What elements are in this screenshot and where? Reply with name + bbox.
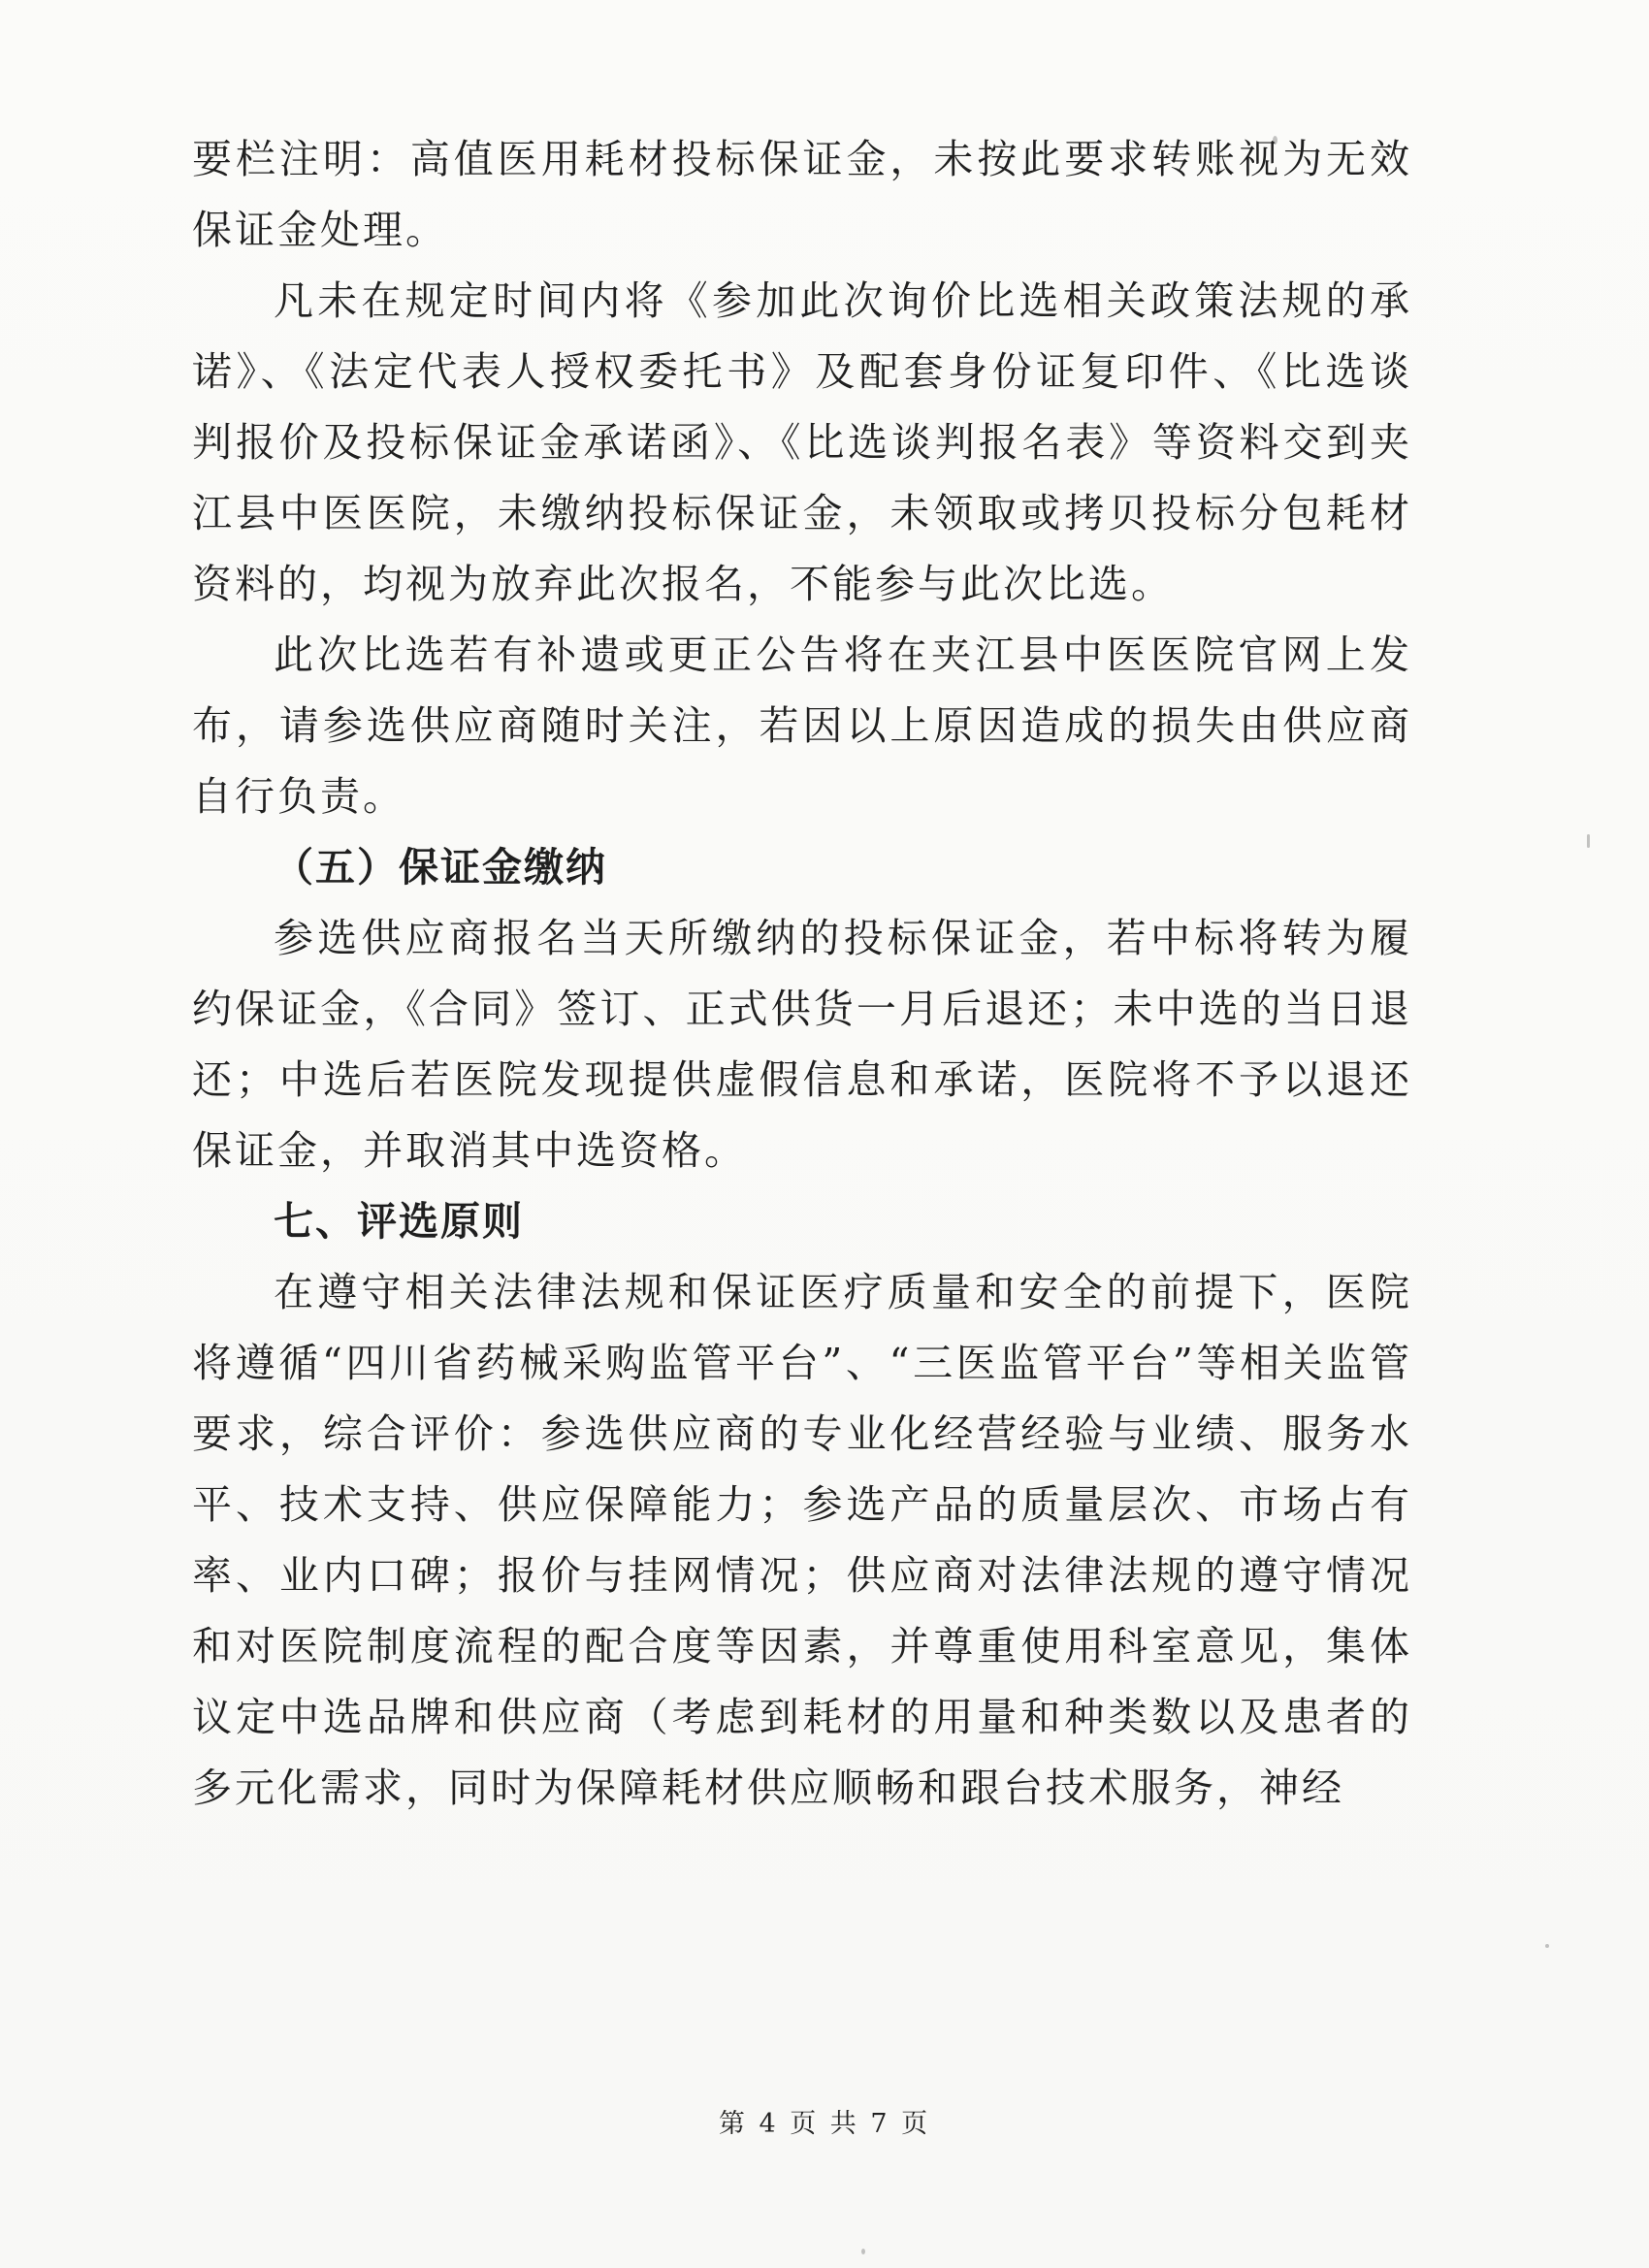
document-body — [192, 124, 1412, 1824]
section-heading-evaluation-principles: 七、评选原则 — [274, 1198, 524, 1245]
scan-speck — [1545, 1944, 1549, 1948]
paragraph-transfer-note: 要栏注明：高值医用耗材投标保证金，未按此要求转账视为无效保证金处理。 — [192, 136, 1412, 253]
paragraph-registration-requirements: 凡未在规定时间内将《参加此次询价比选相关政策法规的承诺》、《法定代表人授权委托书》及配套身份证复印件、《比选谈判报价及投标保证金承诺函》、《比选谈判报名表》等资料交到夹江县中医医院，未缴纳投标保证金，未领取或拷贝投标分包耗材资料的，均视为放弃此次报名，不能参与此次比选。 — [192, 277, 1412, 607]
scan-speck — [1587, 834, 1590, 848]
page-number-footer: 第 4 页 共 7 页 — [718, 2109, 931, 2139]
section-heading-deposit-payment: （五）保证金缴纳 — [274, 844, 607, 891]
paragraph-deposit-details: 参选供应商报名当天所缴纳的投标保证金，若中标将转为履约保证金，《合同》签订、正式供货一月后退还；未中选的当日退还；中选后若医院发现提供虚假信息和承诺，医院将不予以退还保证金，并取消其中选资格。 — [192, 915, 1412, 1174]
scan-speck — [861, 2249, 865, 2254]
paragraph-evaluation-details: 在遵守相关法律法规和保证医疗质量和安全的前提下，医院将遵循“四川省药械采购监管平台”、“三医监管平台”等相关监管要求，综合评价：参选供应商的专业化经营经验与业绩、服务水平、技术支持、供应保障能力；参选产品的质量层次、市场占有率、业内口碑；报价与挂网情况；供应商对法律法规的遵守情况和对医院制度流程的配合度等因素，并尊重使用科室意见，集体议定中选品牌和供应商（考虑到耗材的用量和种类数以及患者的多元化需求，同时为保障耗材供应顺畅和跟台技术服务，神经 — [192, 1269, 1412, 1811]
paragraph-supplement-notice: 此次比选若有补遗或更正公告将在夹江县中医医院官网上发布，请参选供应商随时关注，若因以上原因造成的损失由供应商自行负责。 — [192, 632, 1412, 820]
